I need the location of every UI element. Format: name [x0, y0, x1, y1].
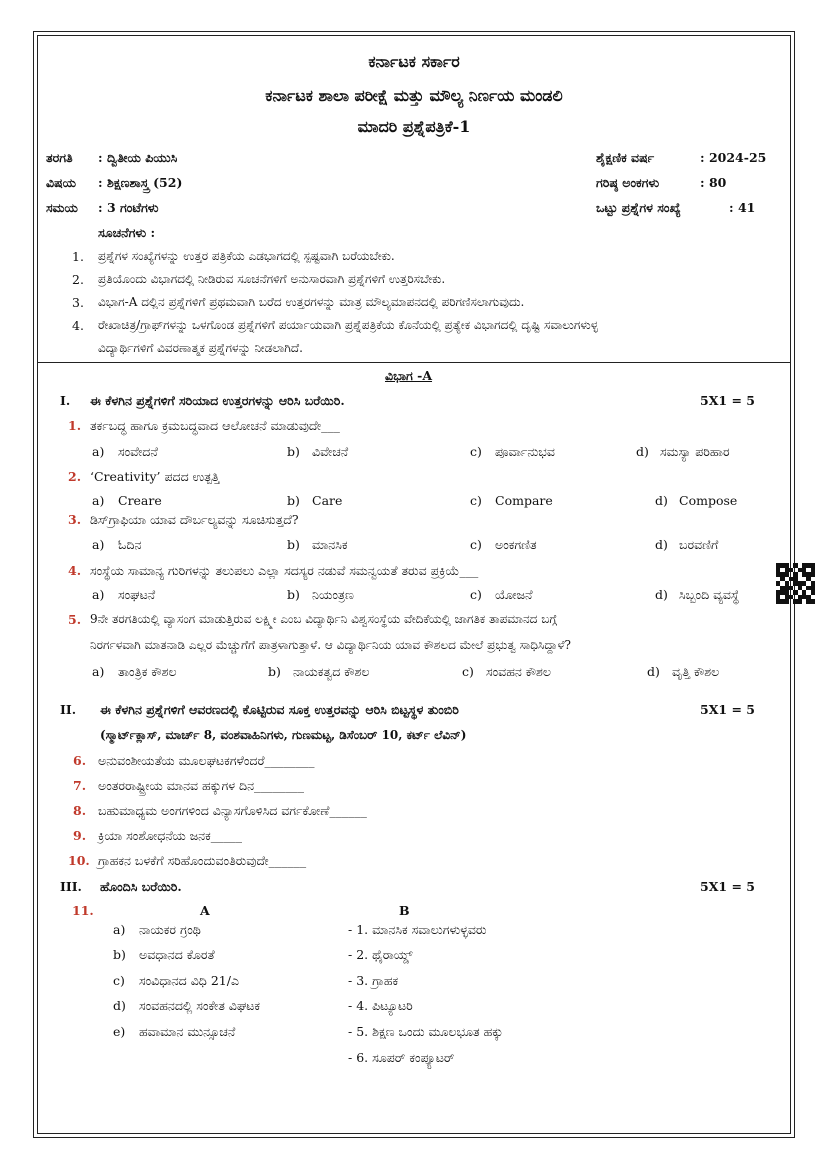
option-text: ಮಾನಸಿಕ [312, 537, 348, 552]
question-number: 6. [73, 753, 87, 768]
match-a-text: ಸಂವಿಧಾನದ ವಿಧಿ 21/ಎ [139, 973, 239, 988]
option-text: ತಾಂತ್ರಿಕ ಕೌಶಲ [118, 664, 177, 679]
option-text: ಅಂಕಗಣಿತ [495, 537, 537, 552]
option-label: d) [636, 444, 649, 459]
option-label: c) [470, 444, 482, 459]
question-text: 9ನೇ ತರಗತಿಯಲ್ಲಿ ವ್ಯಾಸಂಗ ಮಾಡುತ್ತಿರುವ ಲಕ್ಷ್ಮೀ ಎಂಬ ವಿದ್ಯಾರ್ಥಿನಿ ವಿಶ್ವಸಂಸ್ಥೆಯ ವೇದಿಕೆಯಲ್ಲಿ ಜಾಗತಿಕ ತಾಪಮಾನದ ಬಗ್ಗೆ [90, 612, 557, 626]
option-text: Care [312, 493, 343, 508]
option-text: ನಾಯಕತ್ವದ ಕೌಶಲ [293, 664, 370, 679]
match-b-item: - 2. ಥೈರಾಯ್ಡ್ [348, 947, 413, 962]
match-b-item: - 4. ಪಿಟ್ಯೂಟರಿ [348, 998, 413, 1013]
option-label: b) [287, 537, 300, 552]
match-b-item: - 3. ಗ್ರಾಹಕ [348, 973, 399, 988]
option-text: ವಿವೇಚನೆ [312, 444, 349, 459]
option-label: b) [287, 493, 300, 508]
part-3-roman: III. [60, 879, 82, 894]
subject-value: : ಶಿಕ್ಷಣಶಾಸ್ತ್ರ (52) [98, 175, 183, 190]
marks-label: ಗರಿಷ್ಠ ಅಂಕಗಳು [596, 175, 660, 190]
question-text: ಅಂತರರಾಷ್ಟ್ರೀಯ ಮಾನವ ಹಕ್ಕುಗಳ ದಿನ________ [98, 778, 305, 793]
question-number: 3. [68, 512, 82, 527]
part-3-heading: ಹೊಂದಿಸಿ ಬರೆಯಿರಿ. [100, 879, 182, 894]
match-a-text: ಸಂವಹನದಲ್ಲಿ ಸಂಕೇತ ವಿಘಟಕ [139, 998, 261, 1013]
option-label: b) [287, 587, 300, 602]
question-number: 4. [68, 563, 82, 578]
instruction-num: 4. [72, 318, 84, 333]
match-a-label: b) [113, 947, 126, 962]
instruction-num: 3. [72, 295, 84, 310]
part-2-heading: ಈ ಕೆಳಗಿನ ಪ್ರಶ್ನೆಗಳಿಗೆ ಆವರಣದಲ್ಲಿ ಕೊಟ್ಟಿರುವ ಸೂಕ್ತ ಉತ್ತರವನ್ನು ಆರಿಸಿ ಬಿಟ್ಟಸ್ಥಳ ತುಂಬಿರಿ [100, 702, 459, 717]
match-b-item: - 1. ಮಾನಸಿಕ ಸವಾಲುಗಳುಳ್ಳವರು [348, 922, 487, 937]
govt-title: ಕರ್ನಾಟಕ ಸರ್ಕಾರ [368, 52, 460, 71]
match-b-item: - 6. ಸೂಪರ್ ಕಂಪ್ಯೂಟರ್ [348, 1050, 455, 1065]
option-label: b) [268, 664, 281, 679]
option-label: d) [655, 493, 668, 508]
class-value: : ದ್ವಿತೀಯ ಪಿಯುಸಿ [98, 150, 178, 165]
question-text: ಸಂಸ್ಥೆಯ ಸಾಮಾನ್ಯ ಗುರಿಗಳನ್ನು ತಲುಪಲು ಎಲ್ಲಾ ಸದಸ್ಯರ ನಡುವೆ ಸಮನ್ವಯತೆ ತರುವ ಪ್ರಕ್ರಿಯೆ___ [90, 563, 479, 578]
option-label: a) [92, 587, 105, 602]
option-label: c) [470, 537, 482, 552]
option-text: ಸಮಸ್ಯಾ ಪರಿಹಾರ [660, 444, 730, 459]
part-3-marks: 5X1 = 5 [700, 879, 755, 894]
question-number: 9. [73, 828, 87, 843]
question-number: 2. [68, 469, 82, 484]
time-value: : 3 ಗಂಟೆಗಳು [98, 200, 159, 215]
instruction-text: ವಿಭಾಗ-A ದಲ್ಲಿನ ಪ್ರಶ್ನೆಗಳಿಗೆ ಪ್ರಥಮವಾಗಿ ಬರೆದ ಉತ್ತರಗಳನ್ನು ಮಾತ್ರ ಮೌಲ್ಯಮಾಪನದಲ್ಲಿ ಪರಿಗಣಿಸಲಾಗುವುದು. [98, 295, 525, 309]
option-text: ನಿಯಂತ್ರಣ [312, 587, 354, 602]
question-text: ಅನುವಂಶೀಯತೆಯ ಮೂಲಘಟಕಗಳೆಂದರೆ________ [98, 753, 315, 768]
part-2-word-bank: (ಸ್ಮಾರ್ಟ್‌ಕ್ಲಾಸ್, ಮಾರ್ಚ್ 8, ವಂಶವಾಹಿನಿಗಳು, ಗುಣಮಟ್ಟ, ಡಿಸೆಂಬರ್ 10, ಕರ್ಟ್ ಲೆವಿನ್) [100, 728, 467, 742]
subject-label: ವಿಷಯ [46, 175, 76, 190]
option-text: ಸಂವೇದನೆ [118, 444, 158, 459]
match-a-label: a) [113, 922, 126, 937]
option-text: ಸಂವಹನ ಕೌಶಲ [486, 664, 552, 679]
total-q-label: ಒಟ್ಟು ಪ್ರಶ್ನೆಗಳ ಸಂಖ್ಯೆ [596, 200, 681, 215]
match-a-label: c) [113, 973, 125, 988]
column-b-header: B [399, 903, 410, 918]
instruction-text: ಪ್ರಶ್ನೆಗಳ ಸಂಖ್ಯೆಗಳನ್ನು ಉತ್ತರ ಪತ್ರಿಕೆಯ ಎಡಭಾಗದಲ್ಲಿ ಸ್ಪಷ್ಟವಾಗಿ ಬರೆಯಬೇಕು. [98, 249, 395, 263]
option-text: Creare [118, 493, 162, 508]
year-label: ಶೈಕ್ಷಣಿಕ ವರ್ಷ [596, 150, 655, 165]
question-number: 7. [73, 778, 87, 793]
instruction-text: ರೇಖಾಚಿತ್ರ/ಗ್ರಾಫ್‌ಗಳನ್ನು ಒಳಗೊಂಡ ಪ್ರಶ್ನೆಗಳಿಗೆ ಪರ್ಯಾಯವಾಗಿ ಪ್ರಶ್ನೆಪತ್ರಿಕೆಯ ಕೊನೆಯಲ್ಲಿ ಪ್ರತ್ಯೇಕ ವಿಭಾಗದಲ್ಲಿ ದೃಷ್ಟಿ ಸವಾಲುಗಳುಳ್ಳ [98, 318, 598, 332]
marks-value: : 80 [700, 175, 727, 190]
match-a-text: ಹವಾಮಾನ ಮುನ್ಸೂಚನೆ [139, 1024, 236, 1039]
option-label: b) [287, 444, 300, 459]
option-label: c) [470, 493, 482, 508]
question-number: 10. [68, 853, 90, 868]
class-label: ತರಗತಿ [46, 150, 73, 165]
question-number: 11. [72, 903, 94, 918]
column-a-header: A [200, 903, 210, 918]
match-b-item: - 5. ಶಿಕ್ಷಣ ಒಂದು ಮೂಲಭೂತ ಹಕ್ಕು [348, 1024, 504, 1039]
match-a-text: ನಾಯಕರ ಗ್ರಂಥಿ [139, 922, 201, 937]
option-text: ಬರವಣಿಗೆ [679, 537, 719, 552]
section-divider [37, 362, 791, 363]
option-text: ವೃತ್ತಿ ಕೌಶಲ [672, 664, 720, 679]
total-q-value: : 41 [729, 200, 756, 215]
year-value: : 2024-25 [700, 150, 767, 165]
board-title: ಕರ್ನಾಟಕ ಶಾಲಾ ಪರೀಕ್ಷೆ ಮತ್ತು ಮೌಲ್ಯ ನಿರ್ಣಯ ಮಂಡಲಿ [265, 86, 563, 105]
instruction-num: 1. [72, 249, 84, 264]
option-label: a) [92, 664, 105, 679]
question-number: 1. [68, 418, 82, 433]
question-text: ತರ್ಕಬದ್ಧ ಹಾಗೂ ಕ್ರಮಬದ್ಧವಾದ ಆಲೋಚನೆ ಮಾಡುವುದೇ___ [90, 418, 340, 433]
section-a-title: ವಿಭಾಗ -A [385, 368, 433, 383]
option-label: d) [647, 664, 660, 679]
part-1-marks: 5X1 = 5 [700, 393, 755, 408]
option-text: ಯೋಜನೆ [495, 587, 533, 602]
match-a-text: ಅವಧಾನದ ಕೊರತೆ [139, 947, 215, 962]
instruction-text: ಪ್ರತಿಯೊಂದು ವಿಭಾಗದಲ್ಲಿ ನೀಡಿರುವ ಸೂಚನೆಗಳಿಗೆ ಅನುಸಾರವಾಗಿ ಪ್ರಶ್ನೆಗಳಿಗೆ ಉತ್ತರಿಸಬೇಕು. [98, 272, 446, 286]
question-number: 5. [68, 612, 82, 627]
option-label: a) [92, 493, 105, 508]
option-text: ಸಿಬ್ಬಂದಿ ವ್ಯವಸ್ಥೆ [679, 587, 740, 602]
part-2-marks: 5X1 = 5 [700, 702, 755, 717]
option-label: d) [655, 587, 668, 602]
option-text: ಓದಿನ [118, 537, 142, 552]
option-text: ಸಂಘಟನೆ [118, 587, 156, 602]
instructions-title: ಸೂಚನೆಗಳು : [98, 225, 156, 240]
question-text-cont: ನಿರರ್ಗಳವಾಗಿ ಮಾತನಾಡಿ ಎಲ್ಲರ ಮೆಚ್ಚುಗೆಗೆ ಪಾತ್ರಳಾಗುತ್ತಾಳೆ. ಆ ವಿದ್ಯಾರ್ಥಿನಿಯ ಯಾವ ಕೌಶಲದ ಮೇಲೆ ಪ್ರಭುತ್ವ ಸಾಧಿಸಿದ್ದಾಳೆ? [90, 638, 571, 652]
option-label: a) [92, 537, 105, 552]
instruction-text-cont: ವಿದ್ಯಾರ್ಥಿಗಳಿಗೆ ವಿವರಣಾತ್ಮಕ ಪ್ರಶ್ನೆಗಳನ್ನು ನೀಡಲಾಗಿದೆ. [98, 341, 303, 355]
question-text: ‘Creativity’ ಪದದ ಉತ್ಪತ್ತಿ [90, 469, 220, 484]
match-a-label: d) [113, 998, 126, 1013]
question-number: 8. [73, 803, 87, 818]
paper-title: ಮಾದರಿ ಪ್ರಶ್ನೆಪತ್ರಿಕೆ-1 [357, 117, 471, 136]
question-text: ಗ್ರಾಹಕನ ಬಳಕೆಗೆ ಸರಿಹೊಂದುವಂತಿರುವುದೇ______ [98, 853, 307, 868]
part-1-roman: I. [60, 393, 71, 408]
option-label: c) [470, 587, 482, 602]
question-text: ಡಿಸ್‌ಗ್ರಾಫಿಯಾ ಯಾವ ದೌರ್ಬಲ್ಯವನ್ನು ಸೂಚಿಸುತ್ತದೆ? [90, 512, 299, 527]
match-a-label: e) [113, 1024, 126, 1039]
option-text: ಪೂರ್ವಾನುಭವ [495, 444, 555, 459]
instruction-num: 2. [72, 272, 84, 287]
qr-code-icon [776, 563, 815, 604]
part-1-heading: ಈ ಕೆಳಗಿನ ಪ್ರಶ್ನೆಗಳಿಗೆ ಸರಿಯಾದ ಉತ್ತರಗಳನ್ನು ಆರಿಸಿ ಬರೆಯಿರಿ. [90, 393, 345, 408]
option-label: d) [655, 537, 668, 552]
question-text: ಬಹುಮಾಧ್ಯಮ ಅಂಗಗಳಿಂದ ವಿನ್ಯಾಸಗೊಳಿಸಿದ ವರ್ಗಕೋಣೆ______ [98, 803, 367, 818]
option-text: Compose [679, 493, 738, 508]
option-label: a) [92, 444, 105, 459]
option-text: Compare [495, 493, 553, 508]
part-2-roman: II. [60, 702, 77, 717]
time-label: ಸಮಯ [46, 200, 78, 215]
option-label: c) [462, 664, 474, 679]
question-text: ಕ್ರಿಯಾ ಸಂಶೋಧನೆಯ ಜನಕ_____ [98, 828, 242, 843]
